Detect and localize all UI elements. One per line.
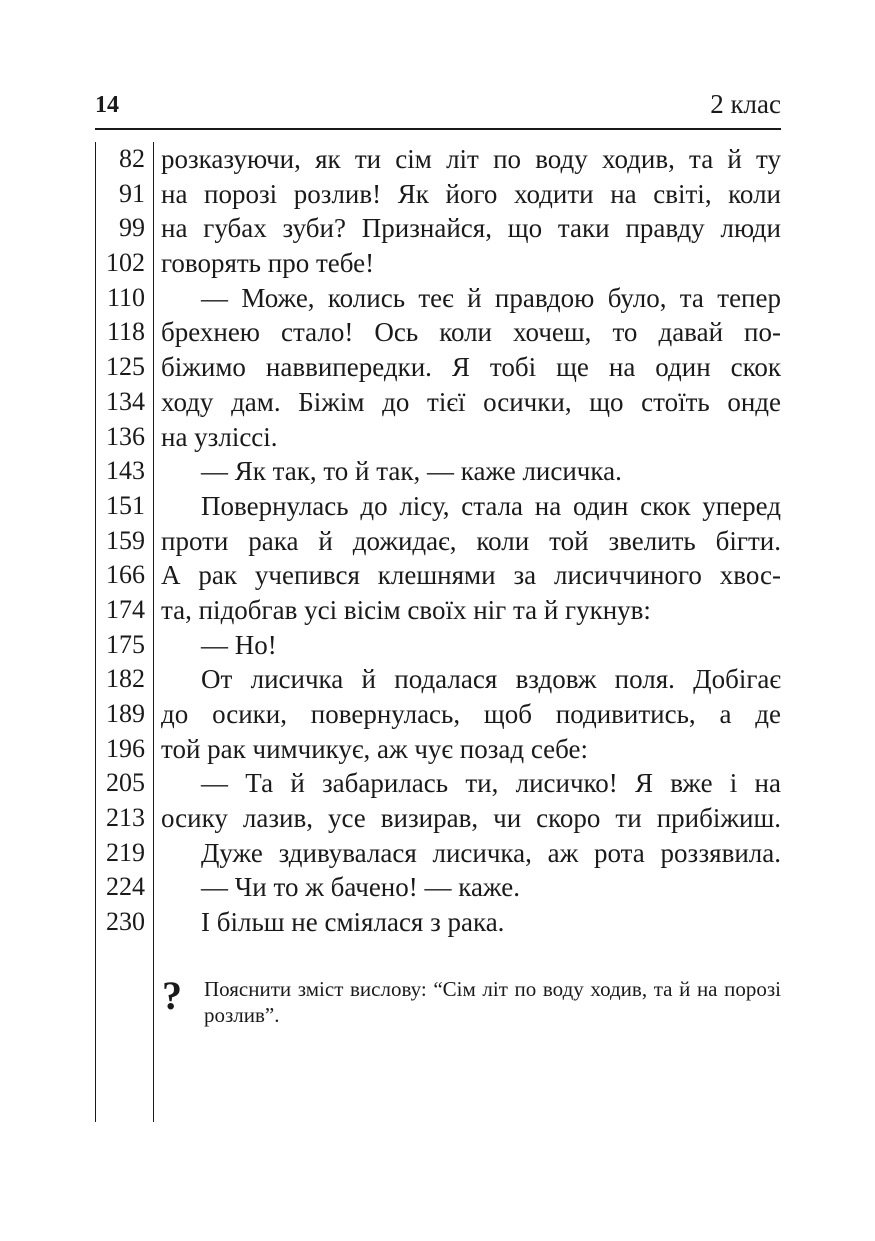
text-line [95,593,781,628]
line-number: 159 [106,525,145,555]
line-text: — Но! [201,629,277,660]
line-number: 166 [106,560,145,590]
line-text: розказуючи, як ти сім літ по воду ходив, та й ту [161,144,781,174]
line-number: 205 [106,768,145,798]
text-line [95,905,781,940]
text-line [95,732,781,767]
line-text: говорять про тебе! [161,248,375,279]
question-text: Пояснити зміст вислову: “Сім літ по воду ходив, та й на порозі розлив”. [204,977,781,1027]
text-line [95,142,781,177]
line-text: — Та й забарилась ти, лисичко! Я вже і на [201,768,781,799]
page-number: 14 [95,92,119,118]
text-line [95,836,781,871]
text-line [95,766,781,801]
line-number: 110 [106,282,145,312]
line-number: 136 [106,421,145,451]
text-line [95,628,781,663]
line-text: Дуже здивувалася лисичка, аж рота роззявила. [201,837,781,868]
line-text: От лисичка й подалася вздовж поля. Добігає [201,664,781,695]
text-body [95,142,781,940]
page-header [95,86,781,124]
line-number: 174 [106,594,145,624]
line-number: 118 [106,317,145,347]
class-label: 2 клас [710,89,781,119]
line-text: на порозі розлив! Як його ходити на світі, коли [161,178,781,209]
line-text: до осики, повернулась, щоб подивитись, а де [161,699,781,729]
line-number: 219 [106,837,145,867]
line-text: Повернулась до лісу, стала на один скок уперед [201,490,781,521]
question-mark-icon: ? [162,973,182,1018]
header-rule [95,128,781,130]
line-number: 99 [119,213,145,243]
line-text: — Як так, то й так, — каже лисичка. [201,456,622,487]
text-line [95,420,781,455]
line-number: 134 [106,386,145,416]
line-number: 196 [106,733,145,763]
line-number: 151 [106,490,145,520]
text-line [95,870,781,905]
text-line [95,558,781,593]
line-number: 102 [106,248,145,278]
line-number: 230 [106,907,145,937]
line-text: — Може, колись теє й правдою було, та тепер [201,282,781,313]
text-line [95,697,781,732]
line-number: 143 [106,456,145,486]
line-number: 189 [106,699,145,728]
line-text: біжимо наввипередки. Я тобі ще на один скок [161,352,781,383]
text-line [95,662,781,697]
text-line [95,246,781,281]
line-number: 125 [106,352,145,382]
text-line [95,350,781,385]
text-line [95,489,781,524]
line-text: ходу дам. Біжім до тієї осички, що стоїть онде [161,386,781,417]
line-number: 213 [106,803,145,833]
line-number: 91 [119,178,145,208]
line-text: — Чи то ж бачено! — каже. [201,872,520,903]
line-text: на узліссі. [161,421,278,452]
line-text: брехнею стало! Ось коли хочеш, то давай по- [161,317,781,348]
line-text: осику лазив, усе визирав, чи скоро ти прибіжиш. [161,803,781,834]
text-line [95,315,781,350]
text-line [95,281,781,316]
text-line [95,454,781,489]
line-text: той рак чимчикує, аж чує позад себе: [161,733,589,764]
text-line [95,524,781,559]
line-text: проти рака й дожидає, коли той звелить бігти. [161,525,781,556]
text-line [95,177,781,212]
text-line [95,211,781,246]
line-text: на губах зуби? Признайся, що таки правду люди [161,213,781,244]
text-line [95,385,781,420]
line-number: 182 [106,664,145,694]
text-line [95,801,781,836]
line-text: А рак учепився клешнями за лисиччиного хвос- [161,560,781,591]
line-text: та, підобгав усі вісім своїх ніг та й гукнув: [161,594,651,625]
line-number: 175 [106,629,145,659]
line-number: 224 [106,872,145,902]
line-number: 82 [119,144,145,173]
line-text: І більш не сміялася з рака. [201,907,505,938]
